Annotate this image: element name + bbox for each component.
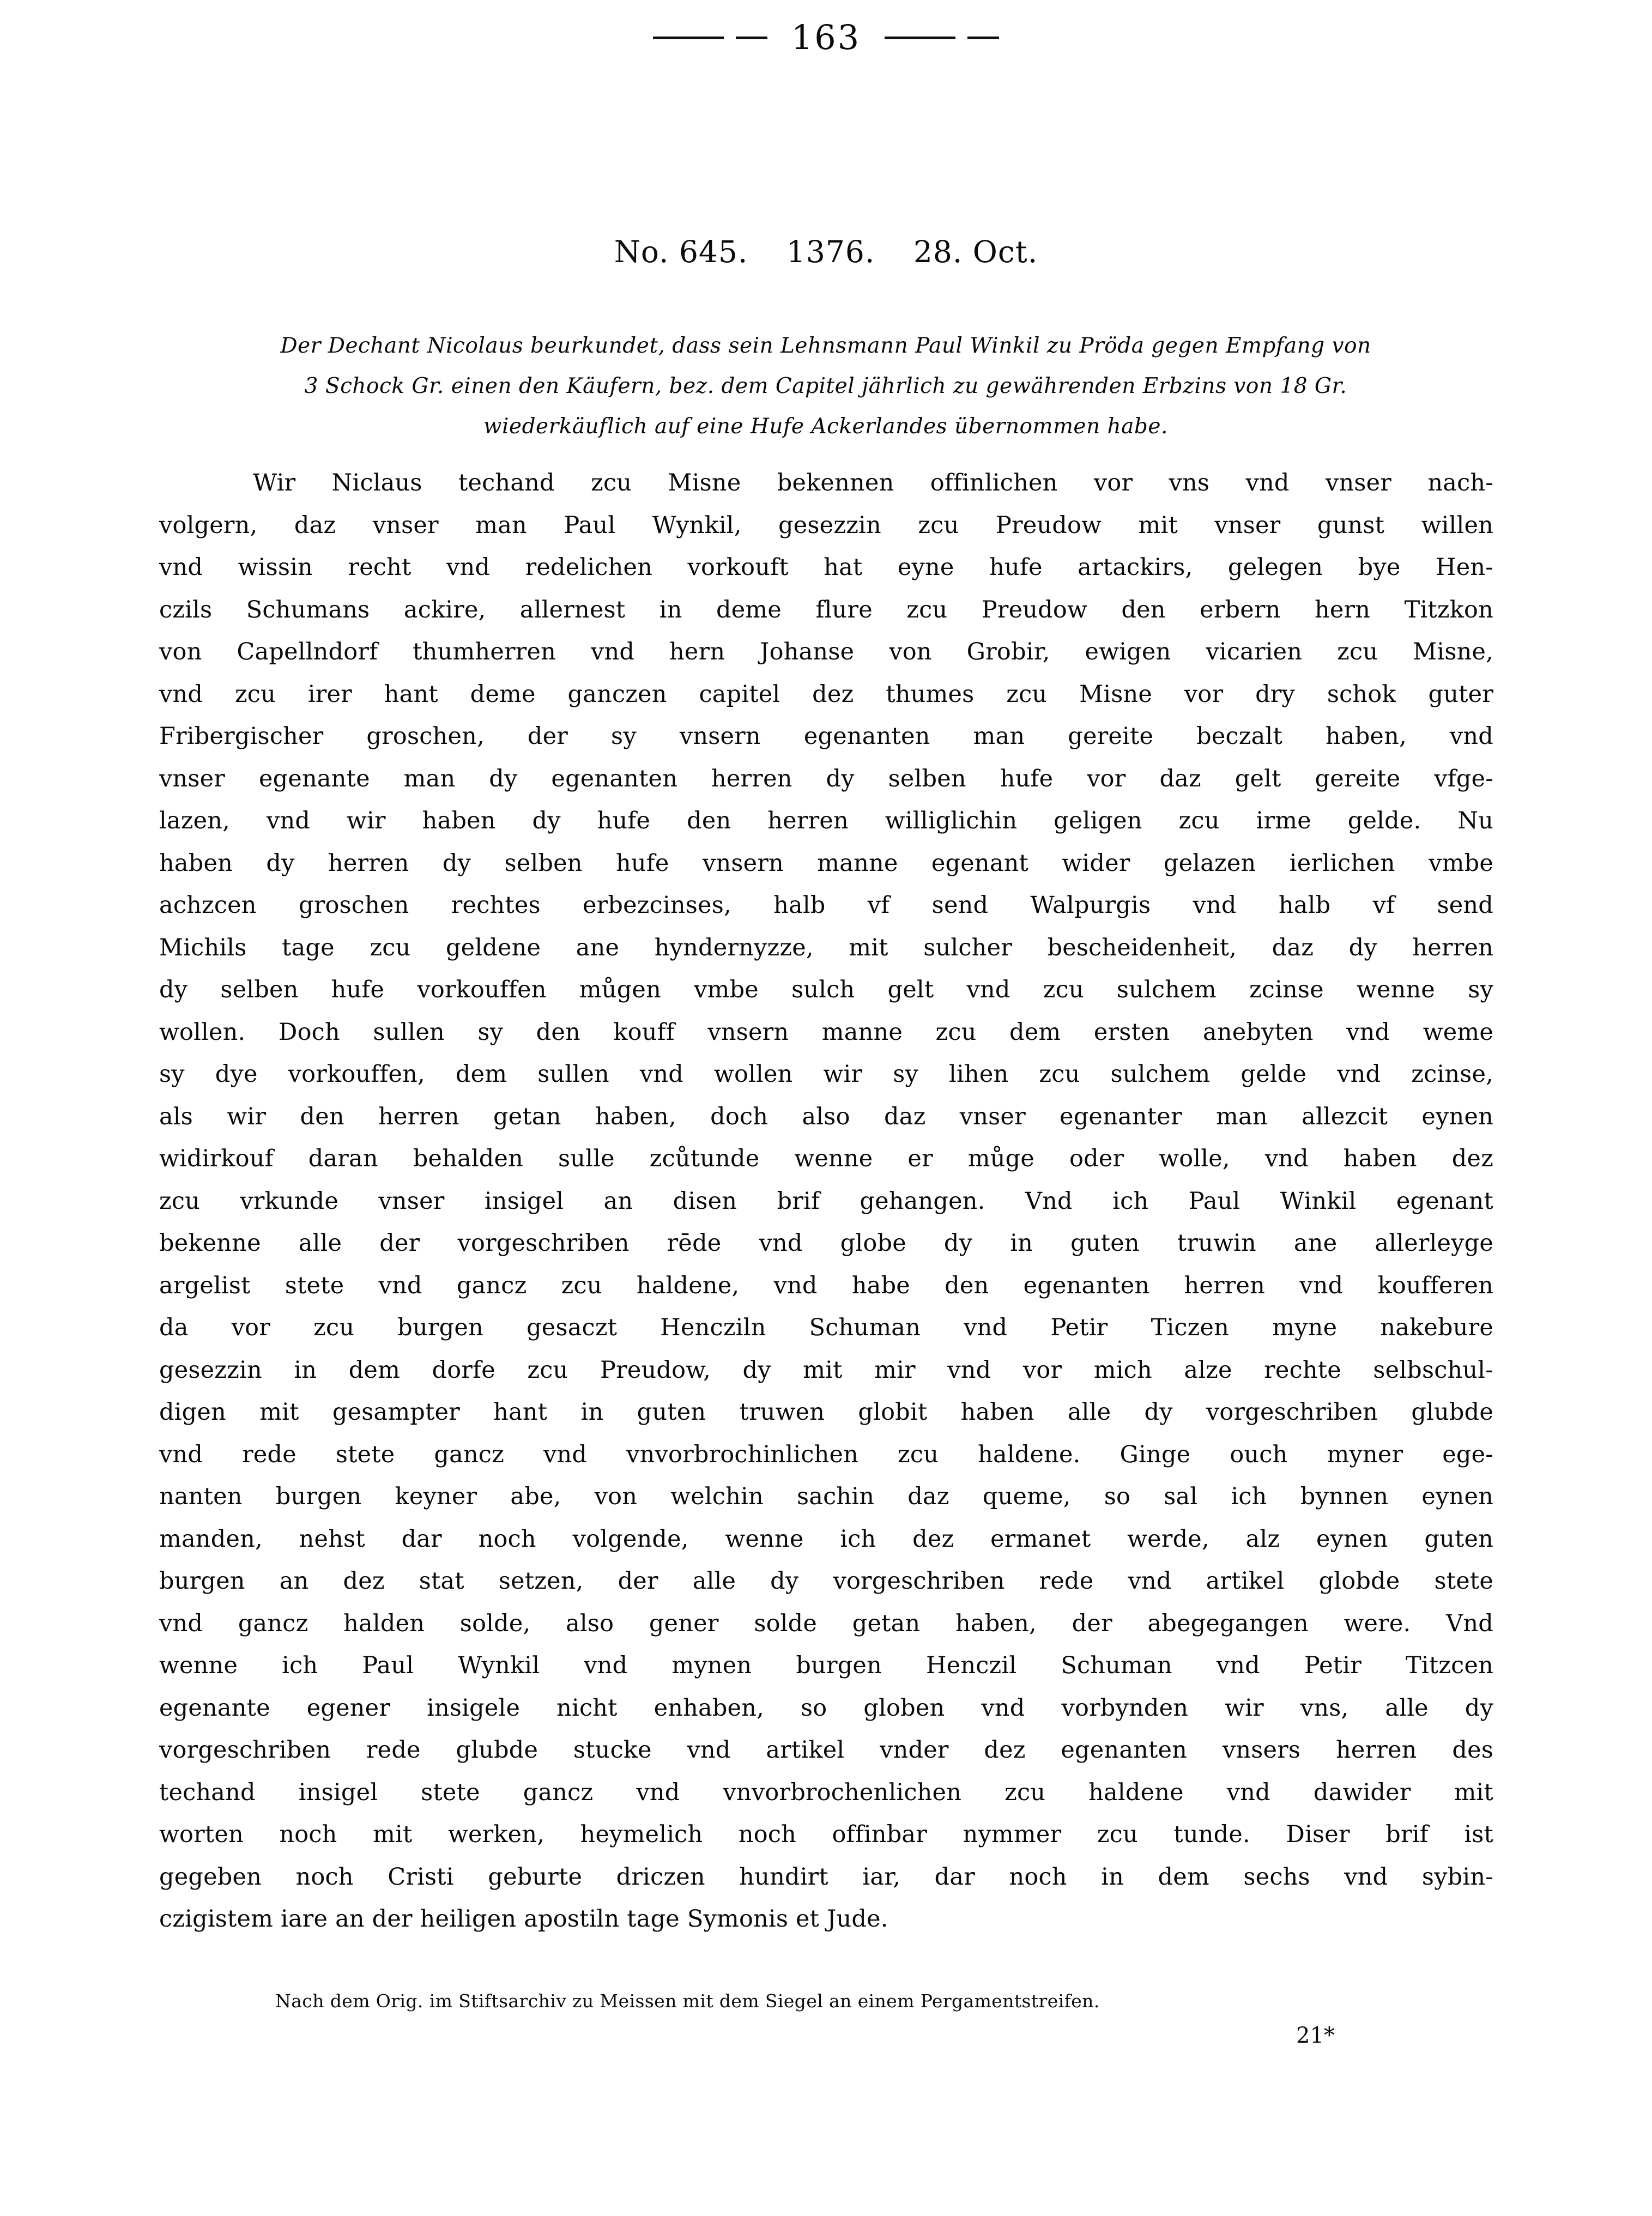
page-number: 163 bbox=[791, 17, 861, 57]
body-line: Fribergischer groschen, der sy vnsern egenanten man gereite beczalt haben, vnd bbox=[159, 723, 1493, 750]
body-line: Michils tage zcu geldene ane hyndernyzze, mit sulcher bescheidenheit, daz dy herren bbox=[159, 934, 1493, 961]
body-line: volgern, daz vnser man Paul Wynkil, gesezzin zcu Preudow mit vnser gunst willen bbox=[159, 511, 1493, 539]
body-line: gegeben noch Cristi geburte driczen hundirt iar, dar noch in dem sechs vnd sybin- bbox=[159, 1863, 1493, 1891]
body-line: wollen. Doch sullen sy den kouff vnsern manne zcu dem ersten anebyten vnd weme bbox=[159, 1018, 1493, 1046]
dash-long bbox=[885, 37, 955, 39]
body-line: digen mit gesampter hant in guten truwen globit haben alle dy vorgeschriben glubde bbox=[159, 1398, 1493, 1426]
body-line: lazen, vnd wir haben dy hufe den herren williglichin geligen zcu irme gelde. Nu bbox=[159, 807, 1493, 834]
charter-body-text bbox=[159, 462, 1493, 1941]
source-note: Nach dem Orig. im Stiftsarchiv zu Meissen mit dem Siegel an einem Pergamentstreifen. bbox=[275, 1990, 1100, 2012]
body-line: haben dy herren dy selben hufe vnsern manne egenant wider gelazen ierlichen vmbe bbox=[159, 849, 1493, 877]
sheet-signature-mark: 21* bbox=[1296, 2023, 1335, 2048]
body-line: Wir Niclaus techand zcu Misne bekennen offinlichen vor vns vnd vnser nach- bbox=[253, 469, 1493, 497]
body-line: achzcen groschen rechtes erbezcinses, halb vf send Walpurgis vnd halb vf send bbox=[159, 892, 1493, 919]
dash-short bbox=[736, 37, 767, 39]
body-line: als wir den herren getan haben, doch also daz vnser egenanter man allezcit eynen bbox=[159, 1103, 1493, 1130]
document-number: No. 645. bbox=[614, 234, 748, 269]
body-line: vnser egenante man dy egenanten herren dy selben hufe vor daz gelt gereite vfge- bbox=[159, 765, 1493, 792]
body-line: techand insigel stete gancz vnd vnvorbrochenlichen zcu haldene vnd dawider mit bbox=[159, 1778, 1493, 1806]
body-line: dy selben hufe vorkouffen můgen vmbe sulch gelt vnd zcu sulchem zcinse wenne sy bbox=[159, 976, 1493, 1003]
body-line: bekenne alle der vorgeschriben rēde vnd globe dy in guten truwin ane allerleyge bbox=[159, 1230, 1493, 1257]
body-line: manden, nehst dar noch volgende, wenne ich dez ermanet werde, alz eynen guten bbox=[159, 1525, 1493, 1553]
right-dash-rule bbox=[885, 37, 999, 39]
body-line: vnd rede stete gancz vnd vnvorbrochinlichen zcu haldene. Ginge ouch myner ege- bbox=[159, 1440, 1493, 1468]
body-line: vnd zcu irer hant deme ganczen capitel dez thumes zcu Misne vor dry schok guter bbox=[159, 680, 1493, 708]
body-line: von Capellndorf thumherren vnd hern Johanse von Grobir, ewigen vicarien zcu Misne, bbox=[159, 638, 1493, 665]
body-line: burgen an dez stat setzen, der alle dy vorgeschriben rede vnd artikel globde stete bbox=[159, 1567, 1493, 1595]
dash-short bbox=[967, 37, 999, 39]
body-line: worten noch mit werken, heymelich noch offinbar nymmer zcu tunde. Diser brif ist bbox=[159, 1821, 1493, 1848]
body-line: vnd wissin recht vnd redelichen vorkouft hat eyne hufe artackirs, gelegen bye Hen- bbox=[159, 554, 1493, 581]
body-line: zcu vrkunde vnser insigel an disen brif gehangen. Vnd ich Paul Winkil egenant bbox=[159, 1187, 1493, 1215]
body-line: sy dye vorkouffen, dem sullen vnd wollen wir sy lihen zcu sulchem gelde vnd zcinse, bbox=[159, 1061, 1493, 1088]
summary-line: wiederkäuflich auf eine Hufe Ackerlandes übernommen habe. bbox=[483, 414, 1168, 439]
running-head bbox=[0, 17, 1652, 57]
body-line: egenante egener insigele nicht enhaben, so globen vnd vorbynden wir vns, alle dy bbox=[159, 1694, 1493, 1722]
dash-long bbox=[653, 37, 724, 39]
document-heading bbox=[0, 234, 1652, 269]
body-line: widirkouf daran behalden sulle zcůtunde wenne er můge oder wolle, vnd haben dez bbox=[159, 1145, 1493, 1172]
body-line: vnd gancz halden solde, also gener solde getan haben, der abegegangen were. Vnd bbox=[159, 1609, 1493, 1637]
body-line: czigistem iare an der heiligen apostiln tage Symonis et Jude. bbox=[159, 1905, 888, 1933]
body-line: wenne ich Paul Wynkil vnd mynen burgen Henczil Schuman vnd Petir Titzcen bbox=[159, 1652, 1493, 1679]
regest-summary bbox=[147, 326, 1504, 447]
left-dash-rule bbox=[653, 37, 767, 39]
body-line: argelist stete vnd gancz zcu haldene, vnd habe den egenanten herren vnd koufferen bbox=[159, 1272, 1493, 1299]
summary-line: 3 Schock Gr. einen den Käufern, bez. dem Capitel jährlich zu gewährenden Erbzins von 18 Gr. bbox=[304, 374, 1347, 398]
document-year: 1376. bbox=[786, 234, 875, 269]
body-line: nanten burgen keyner abe, von welchin sachin daz queme, so sal ich bynnen eynen bbox=[159, 1483, 1493, 1510]
body-line: czils Schumans ackire, allernest in deme flure zcu Preudow den erbern hern Titzkon bbox=[159, 596, 1493, 623]
body-line: vorgeschriben rede glubde stucke vnd artikel vnder dez egenanten vnsers herren des bbox=[159, 1736, 1493, 1764]
document-date: 28. Oct. bbox=[913, 234, 1038, 269]
summary-line: Der Dechant Nicolaus beurkundet, dass sein Lehnsmann Paul Winkil zu Pröda gegen Empfang von bbox=[280, 334, 1371, 358]
body-line: gesezzin in dem dorfe zcu Preudow, dy mit mir vnd vor mich alze rechte selbschul- bbox=[159, 1356, 1493, 1384]
body-line: da vor zcu burgen gesaczt Hencziln Schuman vnd Petir Ticzen myne nakebure bbox=[159, 1314, 1493, 1341]
